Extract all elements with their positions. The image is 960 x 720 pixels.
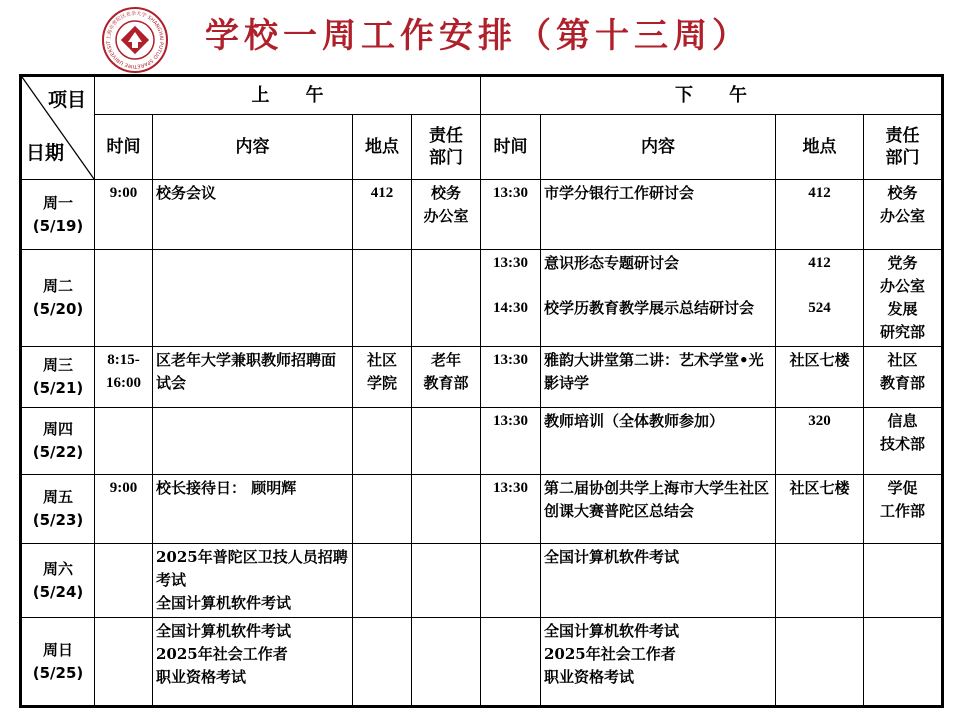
pm-place: 412: [808, 255, 831, 271]
table-row: [21, 475, 943, 544]
am-content: [153, 250, 353, 347]
pm-content: 雅韵大讲堂第二讲：艺术学堂•光影诗学: [541, 347, 776, 408]
day-date: (5/25): [32, 663, 84, 682]
pm-dept: 发展 研究部: [879, 300, 925, 341]
day-cell: [21, 180, 95, 250]
table-row: [21, 408, 943, 475]
am-time: 8:15- 16:00: [95, 347, 153, 408]
pm-content: 全国计算机软件考试: [541, 544, 776, 618]
corner-date-label: 日期: [26, 142, 65, 164]
am-place: 社区 学院: [353, 347, 412, 408]
day-cell: [21, 347, 95, 408]
day-name: 周五: [42, 488, 73, 506]
pm-content: 第二届协创共学上海市大学生社区创课大赛普陀区总结会: [541, 475, 776, 544]
am-time: 9:00: [95, 475, 153, 544]
pm-content-cell: [541, 250, 776, 347]
am-place: [353, 475, 412, 544]
pm-header: 下 午: [481, 76, 943, 115]
table-row: [21, 180, 943, 250]
am-time: [95, 618, 153, 707]
am-place-header: 地点: [353, 115, 412, 180]
day-date: (5/22): [32, 443, 84, 461]
am-place: [353, 250, 412, 347]
table-row: [21, 347, 943, 408]
am-place: 412: [353, 180, 412, 250]
pm-time: 13:30: [481, 475, 541, 544]
am-place: [353, 544, 412, 618]
pm-time: [481, 618, 541, 707]
pm-dept-header: 责任 部门: [864, 115, 943, 180]
am-dept: [412, 544, 481, 618]
pm-dept: [864, 618, 943, 707]
am-content: [153, 408, 353, 475]
day-cell: [21, 475, 95, 544]
pm-dept: 校务 办公室: [864, 180, 943, 250]
pm-content: 校学历教育教学展示总结研讨会: [544, 299, 755, 317]
am-dept: [412, 250, 481, 347]
pm-dept: 党务 办公室: [879, 254, 925, 295]
am-dept: [412, 618, 481, 707]
table-row: [21, 618, 943, 707]
day-name: 周四: [42, 420, 73, 438]
pm-place-cell: [776, 250, 864, 347]
am-dept: [412, 475, 481, 544]
pm-time: 13:30: [481, 408, 541, 475]
am-time: [95, 544, 153, 618]
pm-dept: 信息 技术部: [864, 408, 943, 475]
am-content-header: 内容: [153, 115, 353, 180]
am-time-header: 时间: [95, 115, 153, 180]
am-time: [95, 408, 153, 475]
pm-dept: 社区 教育部: [864, 347, 943, 408]
corner-header-cell: [21, 76, 95, 180]
pm-place: 412: [776, 180, 864, 250]
logo-text: 上海市普陀区业余大学 SHANGHAI PUTUO SPARETIME UNIVERSIT: [105, 10, 165, 70]
weekly-schedule-table: [19, 74, 944, 708]
pm-content: 教师培训（全体教师参加）: [541, 408, 776, 475]
pm-content: 全国计算机软件考试 2025年社会工作者 职业资格考试: [541, 618, 776, 707]
table-row: [21, 544, 943, 618]
pm-time-header: 时间: [481, 115, 541, 180]
pm-place: 320: [776, 408, 864, 475]
pm-place: 社区七楼: [776, 475, 864, 544]
day-date: (5/23): [32, 511, 84, 529]
am-dept: 老年 教育部: [412, 347, 481, 408]
am-header: 上 午: [95, 76, 481, 115]
day-cell: [21, 618, 95, 707]
day-cell: [21, 250, 95, 347]
pm-content-header: 内容: [541, 115, 776, 180]
am-time: 9:00: [95, 180, 153, 250]
pm-place-header: 地点: [776, 115, 864, 180]
am-dept-header: 责任 部门: [412, 115, 481, 180]
pm-time: 13:30: [481, 180, 541, 250]
am-content: 区老年大学兼职教师招聘面试会: [153, 347, 353, 408]
pm-place: [776, 544, 864, 618]
am-dept: [412, 408, 481, 475]
table-row: [21, 250, 943, 347]
pm-content: 市学分银行工作研讨会: [541, 180, 776, 250]
am-place: [353, 408, 412, 475]
corner-item-label: 项目: [47, 89, 86, 111]
pm-content: 意识形态专题研讨会: [544, 254, 680, 272]
pm-time: 13:30: [481, 347, 541, 408]
day-date: (5/19): [32, 216, 84, 235]
am-content: 校长接待日： 顾明辉: [153, 475, 353, 544]
day-date: (5/24): [32, 582, 84, 601]
school-logo: [101, 6, 169, 74]
page-title: 学校一周工作安排（第十三周）: [205, 16, 751, 56]
pm-place: [776, 618, 864, 707]
day-cell: [21, 544, 95, 618]
day-name: 周日: [42, 640, 73, 659]
pm-time: [481, 544, 541, 618]
pm-place: 524: [808, 300, 831, 316]
am-dept: 校务 办公室: [412, 180, 481, 250]
pm-dept: 学促 工作部: [864, 475, 943, 544]
day-name: 周三: [42, 356, 73, 374]
day-name: 周六: [42, 559, 73, 578]
am-time: [95, 250, 153, 347]
am-content: 校务会议: [153, 180, 353, 250]
am-place: [353, 618, 412, 707]
pm-time-cell: [481, 250, 541, 347]
day-name: 周一: [42, 193, 73, 212]
pm-time: 14:30: [493, 300, 528, 316]
day-date: (5/20): [32, 300, 84, 318]
am-content: 2025年普陀区卫技人员招聘考试 全国计算机软件考试: [153, 544, 353, 618]
day-date: (5/21): [32, 379, 84, 397]
pm-dept-cell: [864, 250, 943, 347]
day-cell: [21, 408, 95, 475]
pm-place: 社区七楼: [776, 347, 864, 408]
day-name: 周二: [42, 277, 73, 295]
pm-dept: [864, 544, 943, 618]
pm-time: 13:30: [493, 255, 528, 271]
am-content: 全国计算机软件考试 2025年社会工作者 职业资格考试: [153, 618, 353, 707]
